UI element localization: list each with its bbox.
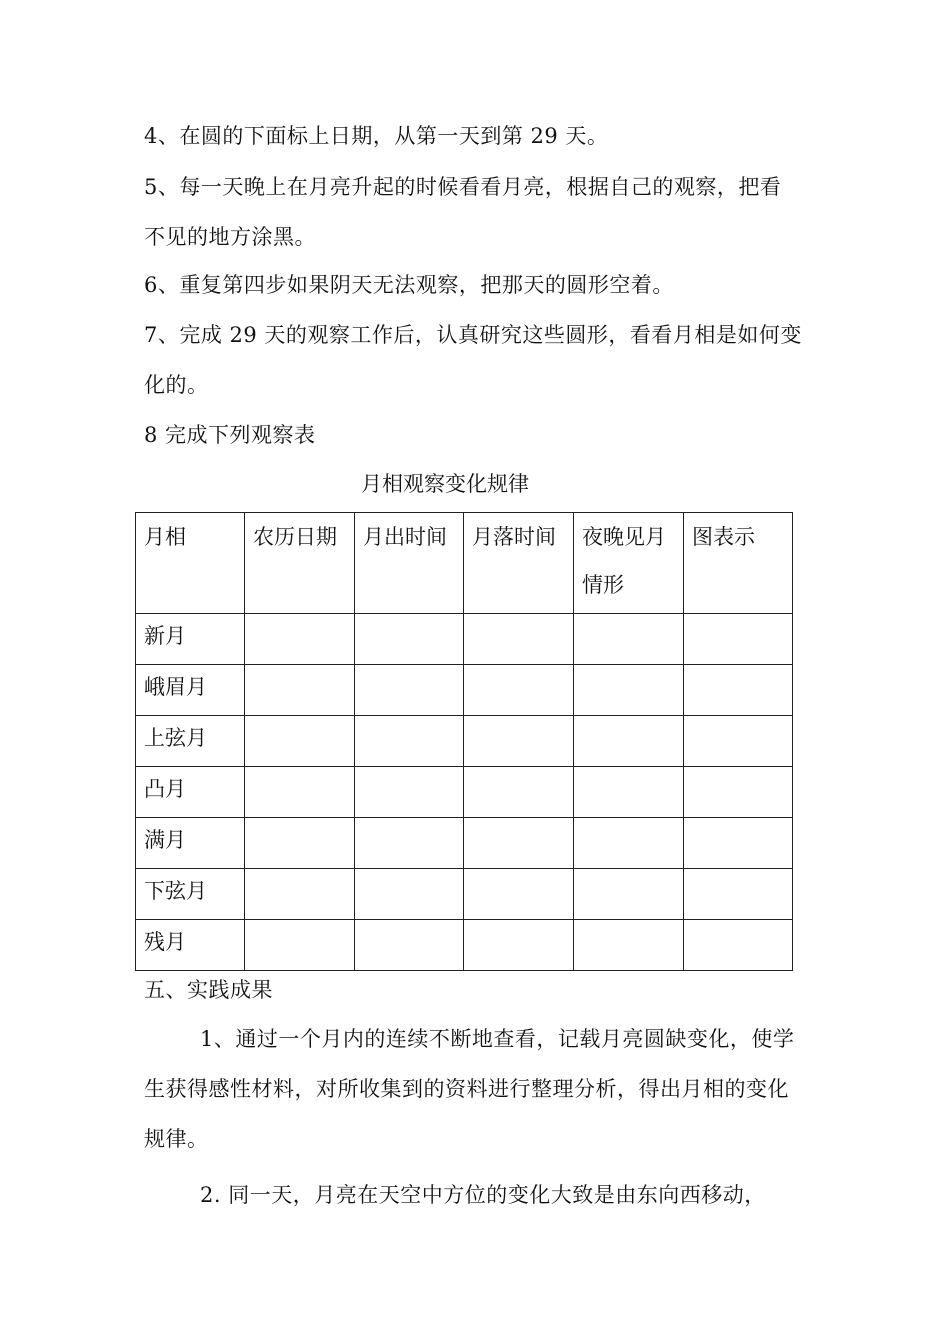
table-row [136,767,793,818]
table-title: 月相观察变化规律 [361,472,529,496]
table-cell[interactable] [574,767,684,818]
table-cell[interactable] [355,767,464,818]
table-cell[interactable] [464,869,574,920]
table-cell[interactable] [464,665,574,716]
header-cell-moonset: 月落时间 [464,513,574,614]
table-cell[interactable] [574,920,684,971]
table-cell[interactable] [355,920,464,971]
step-7-text-line2: 化的。 [144,373,209,397]
table-cell[interactable] [355,818,464,869]
table-cell[interactable] [464,920,574,971]
row-label-full-moon: 满月 [136,818,245,869]
table-cell[interactable] [684,818,793,869]
step-8-text: 8 完成下列观察表 [144,423,316,447]
table-cell[interactable] [464,716,574,767]
table-cell[interactable] [684,920,793,971]
table-row [136,920,793,971]
step-5-text-line2: 不见的地方涂黑。 [144,225,316,249]
table-cell[interactable] [574,818,684,869]
moon-phase-table [135,512,793,971]
row-label-new-moon: 新月 [136,614,245,665]
table-cell[interactable] [245,716,355,767]
table-cell[interactable] [574,614,684,665]
table-cell[interactable] [684,665,793,716]
table-cell[interactable] [245,920,355,971]
table-cell[interactable] [684,767,793,818]
table-header-row [136,513,793,614]
table-row [136,614,793,665]
table-cell[interactable] [464,614,574,665]
table-cell[interactable] [574,869,684,920]
row-label-waning-crescent: 残月 [136,920,245,971]
row-label-waxing-crescent: 峨眉月 [136,665,245,716]
header-cell-phase: 月相 [136,513,245,614]
row-label-last-quarter: 下弦月 [136,869,245,920]
table-cell[interactable] [355,869,464,920]
step-4-text: 4、在圆的下面标上日期，从第一天到第 29 天。 [144,124,609,148]
header-cell-diagram: 图表示 [684,513,793,614]
section-5-heading: 五、实践成果 [144,978,273,1002]
table-cell[interactable] [574,665,684,716]
result-2-line1: 2. 同一天，月亮在天空中方位的变化大致是由东向西移动， [200,1183,766,1207]
header-cell-night-visibility: 夜晚见月情形 [574,513,684,614]
result-1-line2: 生获得感性材料，对所收集到的资料进行整理分析，得出月相的变化 [144,1077,789,1101]
table-row [136,869,793,920]
table-cell[interactable] [245,818,355,869]
result-1-line1: 1、通过一个月内的连续不断地查看，记载月亮圆缺变化，使学 [200,1027,795,1051]
table-cell[interactable] [355,665,464,716]
table-row [136,665,793,716]
header-cell-lunar-date: 农历日期 [245,513,355,614]
row-label-first-quarter: 上弦月 [136,716,245,767]
step-5-text-line1: 5、每一天晚上在月亮升起的时候看看月亮，根据自己的观察，把看 [144,175,782,199]
result-1-line3: 规律。 [144,1127,209,1151]
table-cell[interactable] [574,716,684,767]
table-cell[interactable] [245,614,355,665]
table-cell[interactable] [355,614,464,665]
table-row [136,716,793,767]
table-cell[interactable] [464,767,574,818]
table-cell[interactable] [245,869,355,920]
table-cell[interactable] [464,818,574,869]
table-cell[interactable] [684,614,793,665]
table-cell[interactable] [245,767,355,818]
table-cell[interactable] [355,716,464,767]
table-cell[interactable] [684,869,793,920]
table-cell[interactable] [684,716,793,767]
row-label-gibbous: 凸月 [136,767,245,818]
table-row [136,818,793,869]
header-cell-moonrise: 月出时间 [355,513,464,614]
step-7-text-line1: 7、完成 29 天的观察工作后，认真研究这些圆形，看看月相是如何变 [144,323,802,347]
table-cell[interactable] [245,665,355,716]
step-6-text: 6、重复第四步如果阴天无法观察，把那天的圆形空着。 [144,273,674,297]
